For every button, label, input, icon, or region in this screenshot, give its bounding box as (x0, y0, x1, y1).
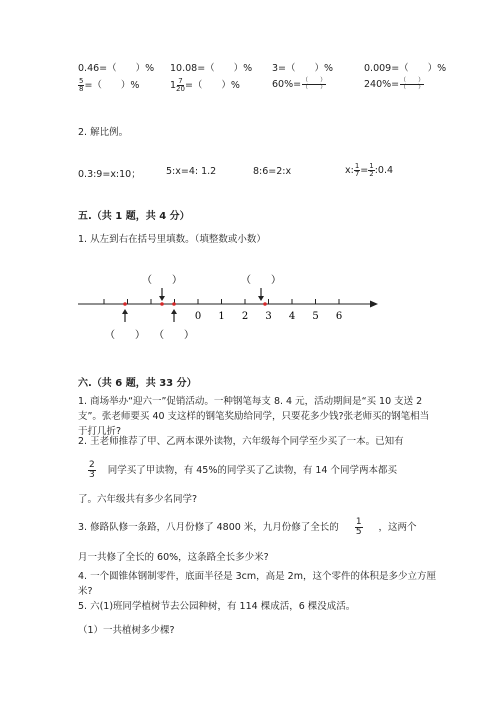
answer-paren-bottom-2: （ ） (154, 330, 194, 341)
section-6-question-5-sub-1: （1）一共植树多少棵? (78, 625, 175, 636)
conv-item-8: 240%= （ ） （ ） (364, 77, 425, 91)
fraction: $\frac{2}{3}$ (89, 460, 95, 480)
tick-label-5: 5 (312, 311, 319, 322)
red-point-2 (160, 302, 164, 306)
section-6-question-2-line-1: 2. 王老师推荐了甲、乙两本课外读物，六年级每个同学至少买了一本。已知有 (78, 436, 404, 447)
ratio-problem-3: 8:6=2:x (253, 166, 292, 177)
ratio-problem-4: x: $\frac{1}{7}$ = $\frac{1}{2}$ :0.4 (345, 162, 394, 178)
section-6-question-3-line-1: 3. 修路队修一条路，八月份修了 4800 米，九月份修了全长的 $\frac{1}{5}$ ，这两个 (78, 517, 417, 537)
ratio-problem-1: 0.3:9=x:10； (78, 169, 141, 180)
tick-label-1: 1 (218, 311, 225, 322)
section-5-heading: 五.（共 1 题，共 4 分） (78, 211, 190, 222)
down-arrow-2 (258, 288, 264, 301)
tick-label-4: 4 (288, 311, 296, 322)
down-arrow-1 (159, 288, 165, 301)
section-6-question-3-line-2: 月一共修了全长的 60%，这条路全长多少米? (78, 552, 269, 563)
fraction: $\frac{1}{7}$ (354, 162, 360, 178)
blank-fraction: （ ） （ ） (400, 77, 425, 91)
section-6-question-1: 1. 商场举办“迎六一”促销活动。一种钢笔每支 8. 4 元，活动期间是“买 10 支送 2 支”。张老师要买 40 支这样的钢笔奖励给同学，只要花多少钱?张老师买的钢笔相当于打几折? (78, 396, 430, 437)
answer-paren-top-1: （ ） (142, 275, 182, 286)
tick-label-3: 3 (265, 311, 272, 322)
red-point-1 (123, 302, 127, 306)
section-5-question-1: 1. 从左到右在括号里填数。（填整数或小数） (78, 234, 266, 245)
section-6-question-2-line-3: 了。六年级共有多少名同学? (78, 494, 198, 505)
red-point-3 (172, 302, 176, 306)
ratio-problem-2: 5:x=4: 1.2 (166, 166, 217, 177)
number-line-figure (78, 268, 388, 348)
conv-item-1: 0.46=（ ）% (78, 63, 155, 74)
conv-item-5: $\frac{5}{8}$ =（ ）% (79, 77, 140, 93)
conv-item-3: 3=（ ）% (272, 63, 334, 74)
tick-label-2: 2 (241, 311, 249, 322)
fraction: $\frac{5}{8}$ (79, 77, 84, 93)
conv-item-7: 60%= （ ） （ ） (272, 77, 327, 91)
up-arrow-1 (122, 309, 128, 322)
ratio-title: 2. 解比例。 (78, 127, 129, 138)
tick-label-6: 6 (335, 311, 343, 322)
fraction: $\frac{7}{20}$ (176, 77, 185, 93)
tick-label-0: 0 (194, 311, 202, 322)
blank-fraction: （ ） （ ） (302, 77, 327, 91)
section-6-heading: 六.（共 6 题，共 33 分） (78, 378, 197, 389)
red-point-4 (263, 302, 267, 306)
fraction: $\frac{1}{5}$ (355, 517, 362, 537)
section-6-question-4: 4. 一个圆锥体钢制零件，底面半径是 3cm，高是 2m，这个零件的体积是多少立方厘米? (78, 571, 436, 597)
conv-item-6: 1 $\frac{7}{20}$ =（ ）% (170, 77, 240, 93)
fraction: $\frac{1}{2}$ (369, 162, 374, 178)
answer-paren-bottom-1: （ ） (105, 330, 145, 341)
arrow-head (370, 301, 378, 308)
conv-item-2: 10.08=（ ）% (170, 63, 253, 74)
up-arrow-2 (171, 309, 177, 322)
answer-paren-top-2: （ ） (241, 275, 281, 286)
section-6-question-2-line-2: $\frac{2}{3}$ 同学买了甲读物，有 45%的同学买了乙读物，有 14 个同学两本都买 (89, 460, 397, 480)
conv-item-4: 0.009=（ ）% (364, 63, 447, 74)
section-6-question-5: 5. 六(1)班同学植树节去公园种树，有 114 棵成活，6 棵没成活。 (78, 601, 356, 612)
